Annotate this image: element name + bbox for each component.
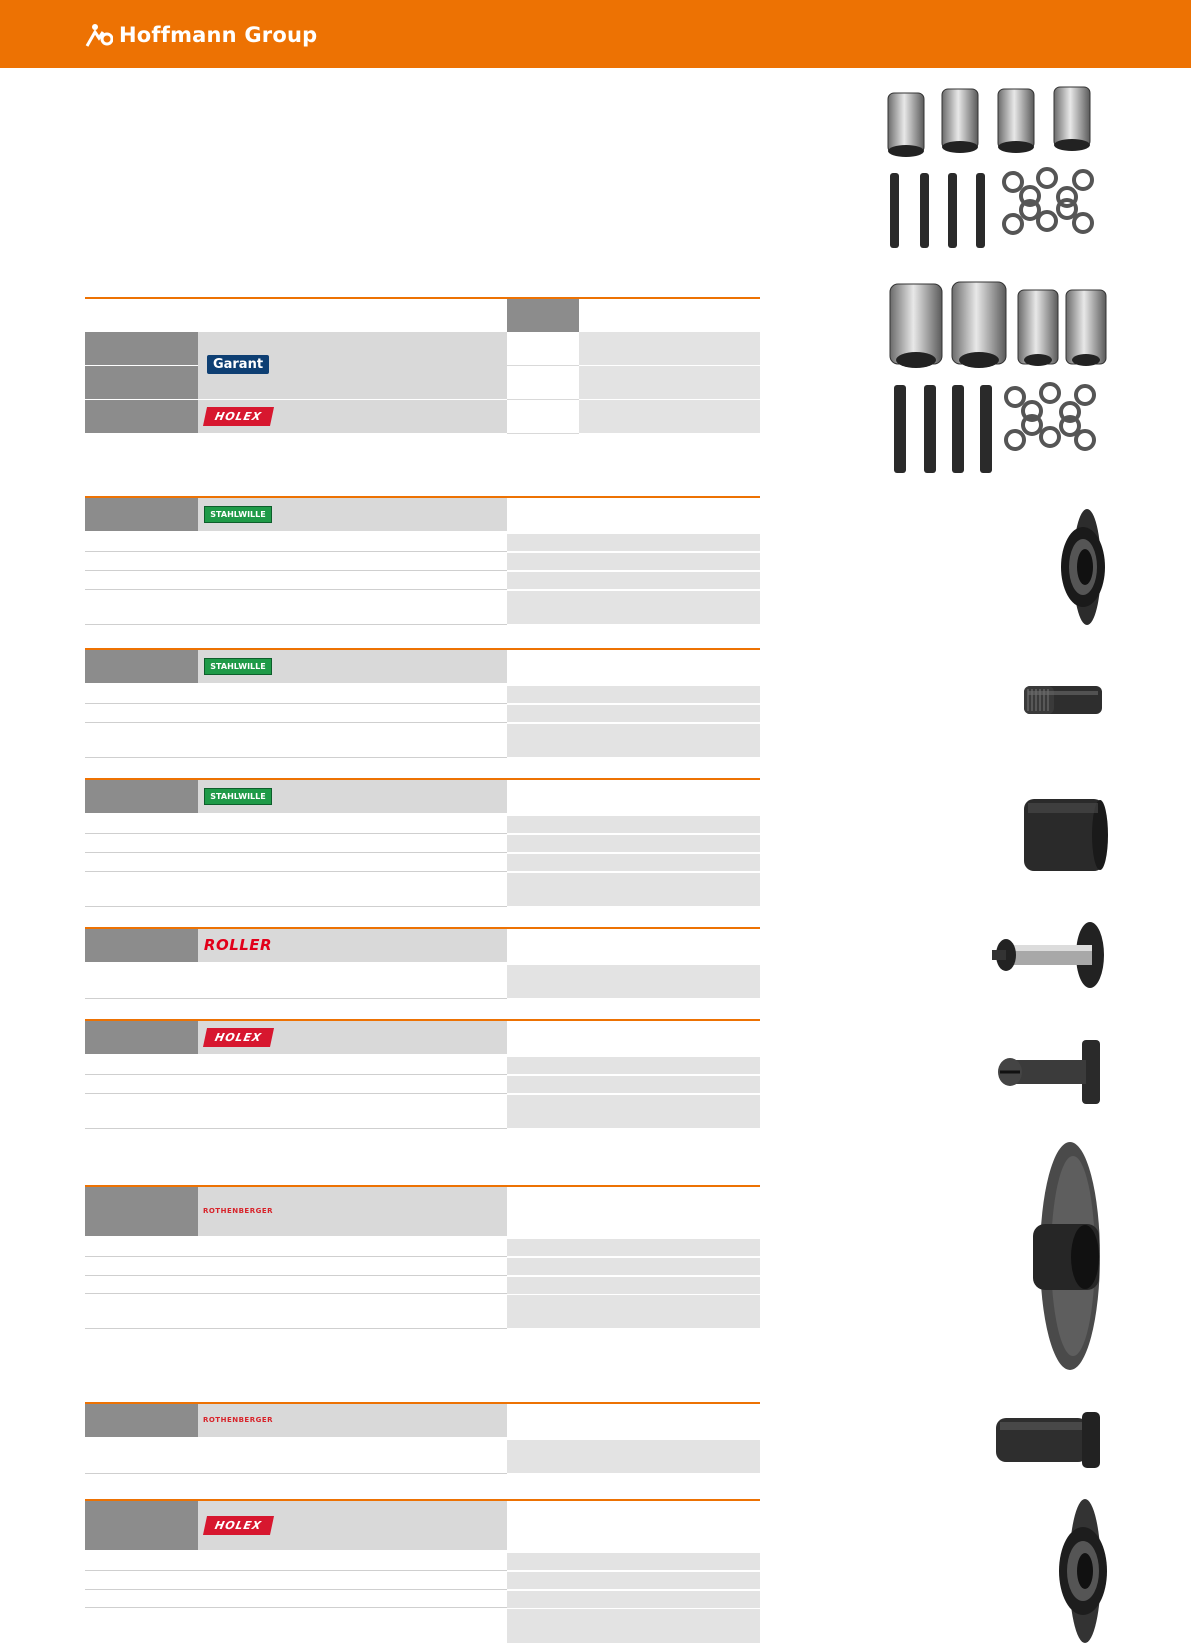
rothenberger-brand: ROTHENBERGER xyxy=(202,1207,274,1215)
axle-pin-short-icon xyxy=(990,920,1108,990)
value-cell xyxy=(507,1440,760,1473)
value-cell xyxy=(579,332,760,365)
row-label-cell xyxy=(85,1021,198,1054)
value-cell xyxy=(507,534,760,551)
row-divider xyxy=(85,906,507,907)
stahlwille-brand: STAHLWILLE xyxy=(204,506,271,523)
value-cell xyxy=(507,965,760,998)
row-label-cell xyxy=(85,400,198,433)
value-cell xyxy=(507,1572,760,1589)
axle-pin-screw-icon xyxy=(990,1038,1108,1106)
value-cell xyxy=(507,873,760,906)
stahlwille-logo xyxy=(198,503,278,525)
garant-brand: Garant xyxy=(207,355,269,374)
row-divider xyxy=(85,1473,507,1474)
stahlwille-brand: STAHLWILLE xyxy=(204,658,271,675)
value-cell xyxy=(507,816,760,833)
value-cell xyxy=(507,854,760,871)
garant-logo xyxy=(203,352,273,376)
roller-brand: ROLLER xyxy=(203,936,273,954)
table-stahlwille-3 xyxy=(85,778,760,908)
table-top-rule xyxy=(85,297,760,299)
holex-logo xyxy=(203,404,273,428)
value-cell xyxy=(507,572,760,589)
roller-logo xyxy=(198,934,278,956)
row-label-cell xyxy=(85,929,198,962)
value-cell xyxy=(507,1591,760,1608)
value-cell xyxy=(507,366,579,400)
row-divider xyxy=(85,1570,507,1571)
table-holex-2 xyxy=(85,1499,760,1645)
cutter-wheel-icon xyxy=(1055,508,1110,626)
row-label-cell xyxy=(85,1404,198,1437)
row-divider xyxy=(85,624,507,625)
knurled-pin-icon xyxy=(1018,680,1108,720)
row-divider xyxy=(85,1074,507,1075)
row-divider xyxy=(85,722,507,723)
cutter-wheel-small-icon xyxy=(1055,1496,1110,1645)
row-divider xyxy=(85,998,507,999)
value-cell xyxy=(507,1258,760,1275)
bushing-set-small-icon xyxy=(880,85,1110,250)
value-cell xyxy=(507,1057,760,1074)
rothenberger-brand: ROTHENBERGER xyxy=(202,1416,274,1424)
row-label-cell xyxy=(85,650,198,683)
value-cell xyxy=(507,1239,760,1256)
row-divider xyxy=(85,833,507,834)
table-roller xyxy=(85,927,760,1002)
stahlwille-logo xyxy=(198,655,278,677)
table-rothenberger-1 xyxy=(85,1185,760,1330)
row-divider xyxy=(85,589,507,590)
holex-logo xyxy=(203,1026,273,1048)
value-cell xyxy=(507,724,760,757)
row-divider xyxy=(85,1093,507,1094)
row-divider xyxy=(85,570,507,571)
hoffmann-logo[interactable] xyxy=(85,20,317,50)
row-label-cell xyxy=(85,780,198,813)
value-cell xyxy=(507,1277,760,1294)
header-bar xyxy=(0,0,1191,68)
table-header-cell xyxy=(507,299,579,332)
value-cell xyxy=(579,400,760,433)
value-cell xyxy=(507,553,760,570)
rothenberger-logo xyxy=(198,1409,278,1431)
value-cell xyxy=(507,1095,760,1128)
large-cutting-wheel-icon xyxy=(1015,1140,1110,1372)
value-cell xyxy=(507,1553,760,1570)
row-label-cell xyxy=(85,1187,198,1236)
rothenberger-logo xyxy=(198,1200,278,1222)
table-stahlwille-2 xyxy=(85,648,760,760)
value-cell xyxy=(507,1295,760,1328)
value-cell xyxy=(507,400,579,434)
table-stahlwille-1 xyxy=(85,496,760,626)
hoffmann-logo-icon xyxy=(85,22,113,48)
value-cell xyxy=(507,835,760,852)
holex-brand: HOLEX xyxy=(203,407,274,426)
holex-brand: HOLEX xyxy=(203,1516,274,1535)
stahlwille-brand: STAHLWILLE xyxy=(204,788,271,805)
row-label-cell xyxy=(85,1501,198,1550)
table-garant-holex xyxy=(85,297,760,437)
value-cell xyxy=(507,686,760,703)
row-divider xyxy=(85,1275,507,1276)
row-label-cell xyxy=(85,498,198,531)
value-cell xyxy=(579,366,760,399)
holex-brand: HOLEX xyxy=(203,1028,274,1047)
value-cell xyxy=(507,1609,760,1643)
row-divider xyxy=(85,1589,507,1590)
bushing-set-large-icon xyxy=(880,280,1110,475)
row-divider xyxy=(85,703,507,704)
row-divider xyxy=(85,551,507,552)
table-rothenberger-2 xyxy=(85,1402,760,1477)
row-label-cell xyxy=(85,366,198,399)
value-cell xyxy=(507,705,760,722)
row-divider xyxy=(85,1293,507,1294)
row-divider xyxy=(85,871,507,872)
value-cell xyxy=(507,591,760,624)
stahlwille-logo xyxy=(198,785,278,807)
row-divider xyxy=(85,1128,507,1129)
row-divider xyxy=(85,757,507,758)
brand-name: Hoffmann Group xyxy=(119,23,318,47)
row-divider xyxy=(85,1328,507,1329)
row-divider xyxy=(85,1256,507,1257)
row-divider xyxy=(85,852,507,853)
value-cell xyxy=(507,332,579,366)
table-holex-1 xyxy=(85,1019,760,1131)
row-divider xyxy=(85,1607,507,1608)
row-label-cell xyxy=(85,332,198,365)
bushing-sleeve-icon xyxy=(990,1410,1108,1470)
value-cell xyxy=(507,1076,760,1093)
holex-logo xyxy=(203,1514,273,1536)
roller-sleeve-icon xyxy=(1018,795,1108,875)
